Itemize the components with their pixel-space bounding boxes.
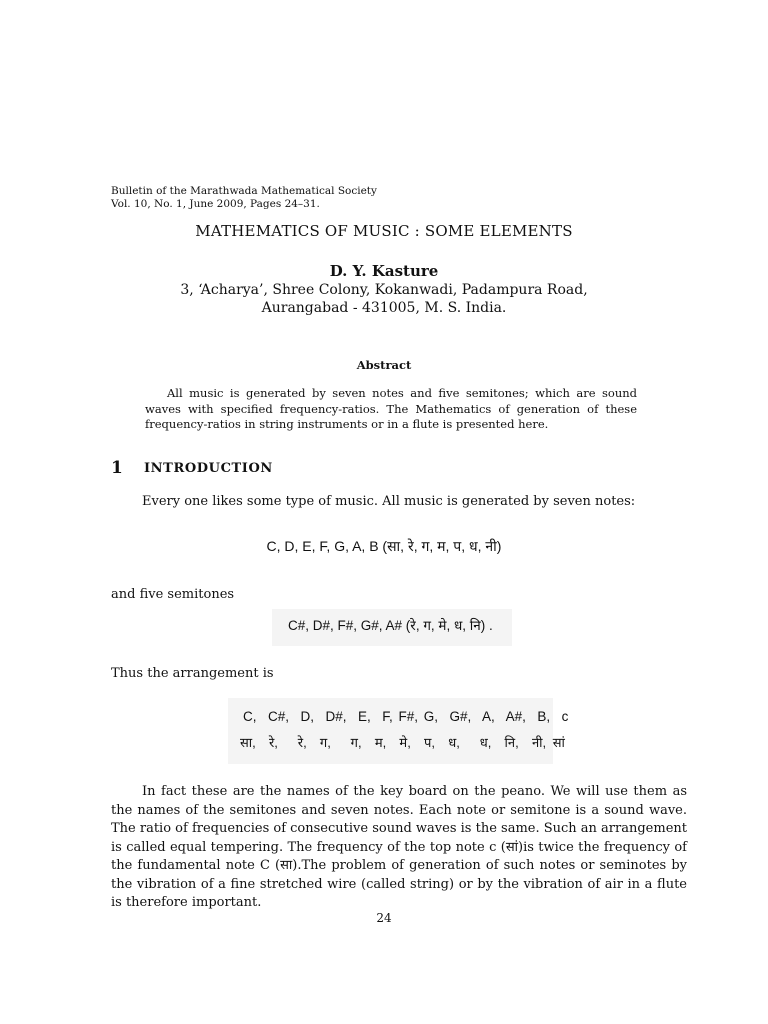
author-address xyxy=(0,281,768,317)
intro-sentence: Every one likes some type of music. All music is generated by seven notes: xyxy=(142,494,636,509)
abstract-heading: Abstract xyxy=(356,358,412,372)
journal-header xyxy=(111,185,377,211)
abstract-text: All music is generated by seven notes and five semitones; which are sound waves with specified frequency-ratios. The Mathematics of generation of these frequency-ratios in string instruments or in a flute is presented here. xyxy=(145,386,637,431)
body-paragraph xyxy=(111,783,687,913)
author-name: D. Y. Kasture xyxy=(329,262,439,280)
body-paragraph-text: In fact these are the names of the key board on the peano. We will use them as the names of the semitones and seven notes. Each note or semitone is a sound wave. The ratio of frequencies of consecutive sound waves is the same. Such an arrangement is called equal tempering. The frequency of the top note c (सां)is twice the frequency of the fundamental note C (सा).The problem of generation of such notes or seminotes by the vibration of a fine stretched wire (called string) or by the vibration of air in a flute is therefore important. xyxy=(111,784,687,910)
semitones-label: and five semitones xyxy=(111,587,235,602)
arrangement-label: Thus the arrangement is xyxy=(111,666,274,681)
arrangement-image-box xyxy=(228,698,553,764)
arrangement-western-row: C, C#, D, D#, E, F, F#, G, G#, A, A#, B, c xyxy=(243,709,569,724)
address-line-2: Aurangabad - 431005, M. S. India. xyxy=(261,300,507,316)
page-number: 24 xyxy=(376,911,392,925)
journal-issue: Vol. 10, No. 1, June 2009, Pages 24–31. xyxy=(111,198,320,210)
address-line-1: 3, ‘Acharya’, Shree Colony, Kokanwadi, Padampura Road, xyxy=(180,282,588,298)
seven-notes-display: C, D, E, F, G, A, B (सा, रे, ग, म, प, ध, नी) xyxy=(266,538,502,554)
semitones-display: C#, D#, F#, G#, A# (रे, ग, मे, ध, नि) . xyxy=(288,618,493,633)
section-number: 1 xyxy=(111,458,123,478)
arrangement-indian-row: सा, रे, रे, ग, ग, म, मे, प, ध, ध, नि, नी, सां xyxy=(240,735,565,750)
section-title: INTRODUCTION xyxy=(144,461,273,476)
paper-title: MATHEMATICS OF MUSIC : SOME ELEMENTS xyxy=(195,222,573,240)
journal-name: Bulletin of the Marathwada Mathematical Society xyxy=(111,185,377,197)
